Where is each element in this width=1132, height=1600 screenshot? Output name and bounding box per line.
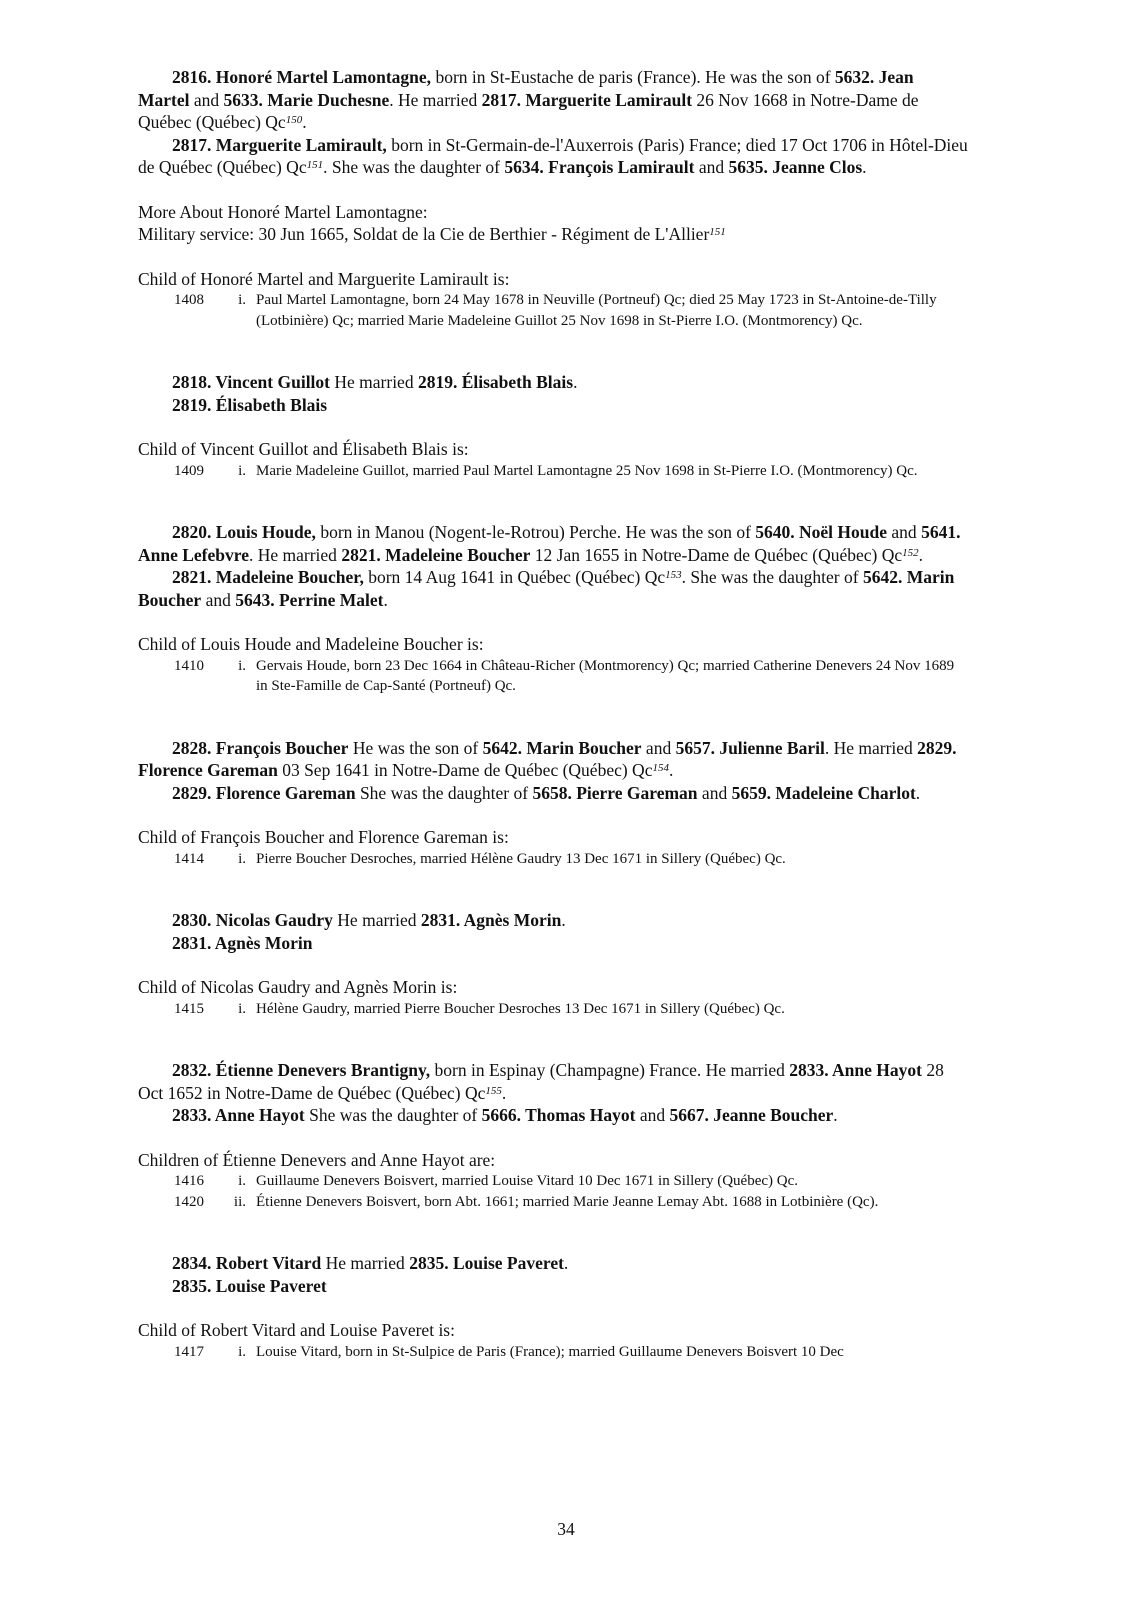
footnote-ref: 154 [652,762,669,774]
text-run: and [887,522,922,542]
children-heading: Child of Honoré Martel and Marguerite Lamirault is: [138,268,510,289]
bold-name: 2817. Marguerite Lamirault [481,89,693,110]
text-run: She was the daughter of [355,782,533,803]
family-block [138,521,968,737]
child-row [138,1171,968,1192]
bold-name: 2833. Anne Hayot [789,1060,922,1080]
family-block [138,909,968,1059]
spacer [138,1212,968,1252]
more-about-detail [138,223,968,246]
text-run: . [862,157,867,177]
bold-name: 2821. Madeleine Boucher, [172,567,364,587]
text-run: and [694,157,729,177]
children-heading: Child of François Boucher and Florence Gareman is: [138,827,509,847]
child-row [138,1192,968,1213]
child-number: 1420 [174,1193,204,1210]
spacer [138,954,968,976]
child-row [138,290,968,331]
person-entry [138,737,968,782]
child-row [138,999,968,1020]
page-number: 34 [557,1519,575,1539]
children-heading: Child of Vincent Guillot and Élisabeth Blais is: [138,439,469,459]
bold-name: 5641. Anne Lefebvre [138,522,961,565]
text-run: . He married [389,89,482,110]
child-ordinal: i. [238,1343,246,1360]
child-text: Pierre Boucher Desroches, married Hélène Gaudry 13 Dec 1671 in Sillery (Québec) Qc. [256,850,786,867]
bold-name: 5633. Marie Duchesne [223,89,390,110]
children-heading: Child of Robert Vitard and Louise Paveret is: [138,1320,455,1340]
child-text: Louise Vitard, born in St-Sulpice de Paris (France); married Guillaume Denevers Boisvert 10 Dec [256,1343,844,1360]
person-entry [138,1275,968,1298]
text-run: . [501,1082,507,1103]
bold-name: 5634. François Lamirault [504,157,695,177]
text-run: . [833,1105,838,1125]
child-row [138,461,968,482]
child-number: 1409 [174,462,204,479]
spacer [138,804,968,826]
person-entry [138,566,968,611]
person-entry [138,909,968,932]
bold-name: 2835. Louise Paveret [172,1275,327,1296]
bold-name: 2834. Robert Vitard [172,1253,322,1273]
children-heading: Child of Nicolas Gaudry and Agnès Morin is: [138,977,458,997]
bold-name: 5635. Jeanne Clos [728,157,863,177]
bold-name: 5632. Jean Martel [138,67,914,110]
child-number: 1408 [174,292,204,308]
footnote-ref: 151 [306,159,324,171]
text-run: 12 Jan 1655 in Notre-Dame de Québec (Québec) Qc [530,544,903,565]
footnote-ref: 155 [485,1084,502,1097]
child-ordinal: i. [238,850,246,867]
text-run: . She was the daughter of [681,567,863,587]
bold-name: 2832. Étienne Denevers Brantigny, [172,1060,431,1080]
text-run: Military service: 30 Jun 1665, Soldat de la Cie de Berthier - Régiment de L'Allier [138,224,710,244]
text-run: . She was the daughter of [323,157,505,177]
family-block [138,1059,968,1252]
bold-name: 5642. Marin Boucher [482,737,642,758]
person-entry [138,1104,968,1127]
text-run: and [189,89,224,110]
family-block [138,371,968,521]
child-text: Guillaume Denevers Boisvert, married Louise Vitard 10 Dec 1671 in Sillery (Québec) Qc. [256,1173,798,1189]
bold-name: 5666. Thomas Hayot [481,1105,636,1125]
spacer [138,1019,968,1059]
bold-name: 2821. Madeleine Boucher [341,544,531,565]
child-ordinal: i. [238,292,246,308]
spacer [138,179,968,201]
bold-name: 5643. Perrine Malet [235,589,384,610]
text-run: born in St-Germain-de-l'Auxerrois (Paris) France; died 17 Oct 1706 in Hôtel-Dieu de Québec (Québec) Qc [138,134,968,177]
document-page [138,66,968,1362]
bold-name: 2828. François Boucher [172,737,349,758]
person-entry [138,394,968,417]
family-block [138,737,968,910]
person-entry [138,521,968,566]
person-entry [138,932,968,955]
text-run: . [561,910,566,930]
child-number: 1417 [174,1343,204,1360]
footnote-ref: 153 [665,569,682,581]
bold-name: 2829. Florence Gareman [138,737,957,780]
spacer [138,416,968,438]
spacer [138,246,968,268]
child-row [138,849,968,870]
child-ordinal: i. [238,462,246,479]
child-number: 1414 [174,850,204,867]
child-number: 1410 [174,657,204,674]
text-run: 26 Nov 1668 in Notre-Dame de Québec (Québec) Qc [138,89,919,132]
child-text: Hélène Gaudry, married Pierre Boucher Desroches 13 Dec 1671 in Sillery (Québec) Qc. [256,1000,785,1017]
child-ordinal: i. [238,1000,246,1017]
child-row [138,656,968,697]
spacer [138,481,968,521]
bold-name: 5658. Pierre Gareman [532,782,698,803]
text-run: He married [321,1253,410,1273]
text-run: and [201,589,236,610]
family-block [138,66,968,371]
text-run: . He married [824,737,918,758]
text-run: . [668,760,674,780]
bold-name: 2819. Élisabeth Blais [172,394,328,415]
spacer [138,1127,968,1149]
footnote-ref: 152 [902,546,919,559]
bold-name: 2819. Élisabeth Blais [417,372,574,392]
spacer [138,697,968,737]
spacer [138,611,968,633]
text-run: . [573,372,578,392]
text-run: and [635,1105,670,1125]
footnote-ref: 150 [285,114,303,126]
person-entry [138,782,968,805]
person-entry [138,1059,968,1104]
text-run: He married [330,372,418,392]
bold-name: 5657. Julienne Baril [675,737,825,758]
spacer [138,331,968,371]
bold-name: 2820. Louis Houde, [172,522,316,542]
child-number: 1416 [174,1173,204,1189]
text-run: and [697,782,732,803]
child-text: Étienne Denevers Boisvert, born Abt. 1661; married Marie Jeanne Lemay Abt. 1688 in Lotbinière (Qc). [256,1193,879,1210]
bold-name: 5642. Marin Boucher [138,567,955,610]
child-ordinal: i. [238,657,246,674]
text-run: More About Honoré Martel Lamontagne: [138,201,428,222]
child-number: 1415 [174,1000,204,1017]
bold-name: 2831. Agnès Morin [420,910,562,930]
text-run: born in Manou (Nogent-le-Rotrou) Perche. He was the son of [315,522,756,542]
bold-name: 2817. Marguerite Lamirault, [172,134,387,155]
person-entry [138,134,968,179]
text-run: . [383,589,388,610]
bold-name: 2833. Anne Hayot [172,1105,305,1125]
text-run: and [641,737,676,758]
child-text: Marie Madeleine Guillot, married Paul Martel Lamontagne 25 Nov 1698 in St-Pierre I.O. (Montmorency) Qc. [256,462,918,479]
bold-name: 2830. Nicolas Gaudry [172,910,333,930]
text-run: . [915,782,921,803]
bold-name: 5640. Noël Houde [755,522,888,542]
text-run: . He married [248,544,342,565]
bold-name: 2818. Vincent Guillot [172,372,330,392]
spacer [138,1297,968,1319]
child-row [138,1342,968,1363]
person-entry [138,66,968,134]
text-run: born in Espinay (Champagne) France. He married [430,1060,790,1080]
text-run: born in St-Eustache de paris (France). He was the son of [431,67,835,87]
spacer [138,869,968,909]
children-heading: Child of Louis Houde and Madeleine Boucher is: [138,634,484,654]
text-run: . [918,544,923,565]
text-run: He married [332,910,421,930]
text-run: . [302,112,307,132]
bold-name: 2829. Florence Gareman [172,782,356,803]
family-block [138,1252,968,1362]
bold-name: 2835. Louise Paveret [409,1253,564,1273]
child-ordinal: ii. [233,1193,246,1210]
person-entry [138,1252,968,1275]
bold-name: 2831. Agnès Morin [172,932,313,953]
bold-name: 2816. Honoré Martel Lamontagne, [172,67,432,87]
children-heading: Children of Étienne Denevers and Anne Hayot are: [138,1149,496,1170]
bold-name: 5667. Jeanne Boucher [669,1105,834,1125]
text-run: She was the daughter of [304,1105,482,1125]
child-text: Gervais Houde, born 23 Dec 1664 in Château-Richer (Montmorency) Qc; married Catherine Denevers 24 Nov 1689 in Ste-Famille de Cap-Santé (Portneuf) Qc. [256,657,955,694]
text-run: 28 Oct 1652 in Notre-Dame de Québec (Québec) Qc [138,1060,944,1103]
text-run: . [563,1253,569,1273]
person-entry [138,371,968,394]
text-run: born 14 Aug 1641 in Québec (Québec) Qc [363,567,666,587]
text-run: 03 Sep 1641 in Notre-Dame de Québec (Québec) Qc [277,760,653,780]
child-text: Paul Martel Lamontagne, born 24 May 1678 in Neuville (Portneuf) Qc; died 25 May 1723 in St-Antoine-de-Tilly (Lotbinière) Qc; married Marie Madeleine Guillot 25 Nov 1698 in St-Pierre I.O. (Montmorency) Qc. [256,292,937,329]
footnote-ref: 151 [709,226,726,238]
text-run: He was the son of [348,737,483,758]
bold-name: 5659. Madeleine Charlot [731,782,916,803]
more-about-heading [138,201,968,224]
child-ordinal: i. [238,1173,246,1189]
